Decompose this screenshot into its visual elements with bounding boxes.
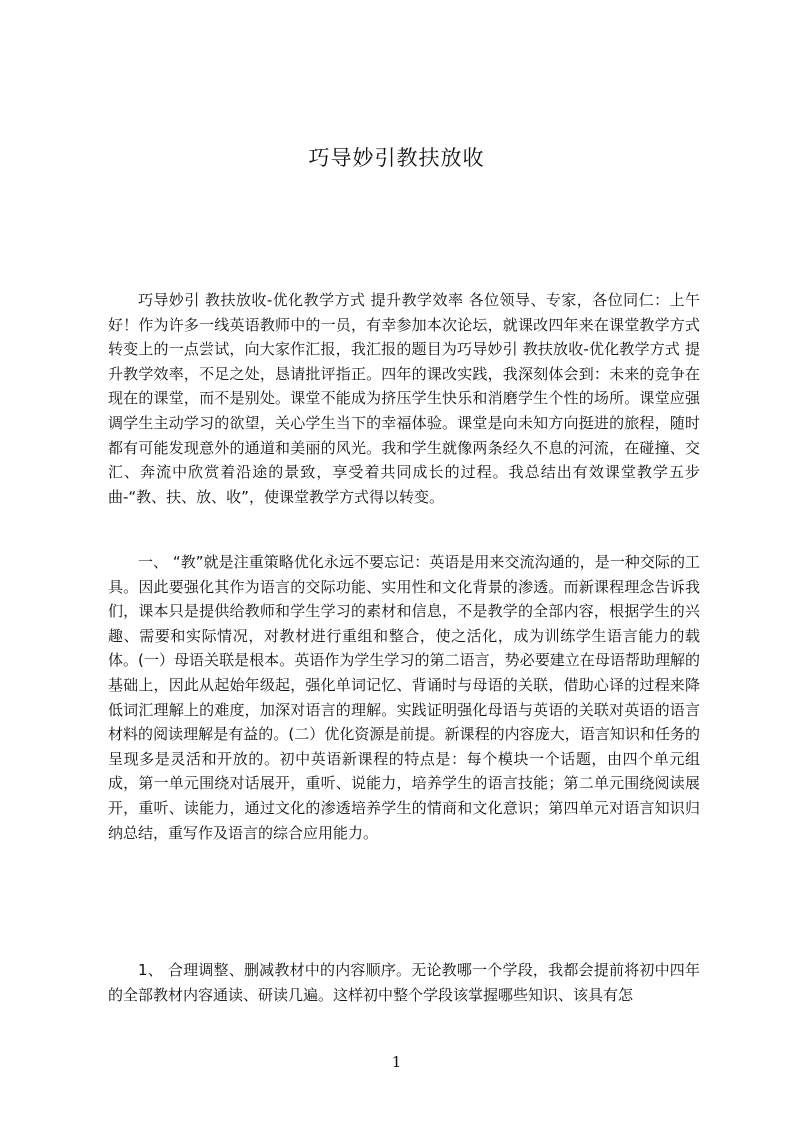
section-one-paragraph: 一、 “教”就是注重策略优化永远不要忘记：英语是用来交流沟通的，是一种交际的工具。因此要强化其作为语言的交际功能、实用性和文化背景的渗透。而新课程理念告诉我们，课本只是提供给教师和学生学习的素材和信息，不是教学的全部内容，根据学生的兴趣、需要和实际情况，对教材进行重组和整合，使之活化，成为训练学生语言能力的载体。(一）母语关联是根本。英语作为学生学习的第二语言，势必要建立在母语帮助理解的基础上，因此从起始年级起，强化单词记忆、背诵时与母语的关联，借助心译的过程来降低词汇理解上的难度，加深对语言的理解。实践证明强化母语与英语的关联对英语的语言材料的阅读理解是有益的。(二）优化资源是前提。新课程的内容庞大，语言知识和任务的呈现多是灵活和开放的。初中英语新课程的特点是：每个模块一个话题，由四个单元组成，第一单元围绕对话展开，重听、说能力，培养学生的语言技能；第二单元围绕阅读展开，重听、读能力，通过文化的渗透培养学生的情商和文化意识；第四单元对语言知识归纳总结，重写作及语言的综合应用能力。 <box>108 553 700 842</box>
document-title: 巧导妙引教扶放收 <box>308 146 485 170</box>
point-one-paragraph: 1、 合理调整、删减教材中的内容顺序。无论教哪一个学段，我都会提前将初中四年的全部教材内容通读、研读几遍。这样初中整个学段该掌握哪些知识、该具有怎 <box>108 961 700 1004</box>
intro-paragraph: 巧导妙引 教扶放收-优化教学方式 提升教学效率 各位领导、专家，各位同仁：上午好！作为许多一线英语教师中的一员，有幸参加本次论坛，就课改四年来在课堂教学方式转变上的一点尝试，向大家作汇报，我汇报的题目为巧导妙引 教扶放收-优化教学方式 提升教学效率，不足之处，恳请批评指正。四年的课改实践，我深刻体会到：未来的竞争在现在的课堂，而不是别处。课堂不能成为挤压学生快乐和消磨学生个性的场所。课堂应强调学生主动学习的欲望，关心学生当下的幸福体验。课堂是向未知方向挺进的旅程，随时都有可能发现意外的通道和美丽的风光。我和学生就像两条经久不息的河流，在碰撞、交汇、奔流中欣赏着沿途的景致，享受着共同成长的过程。我总结出有效课堂教学五步曲-“教、扶、放、收”，使课堂教学方式得以转变。 <box>108 291 700 506</box>
page-number: 1 <box>391 1053 402 1071</box>
